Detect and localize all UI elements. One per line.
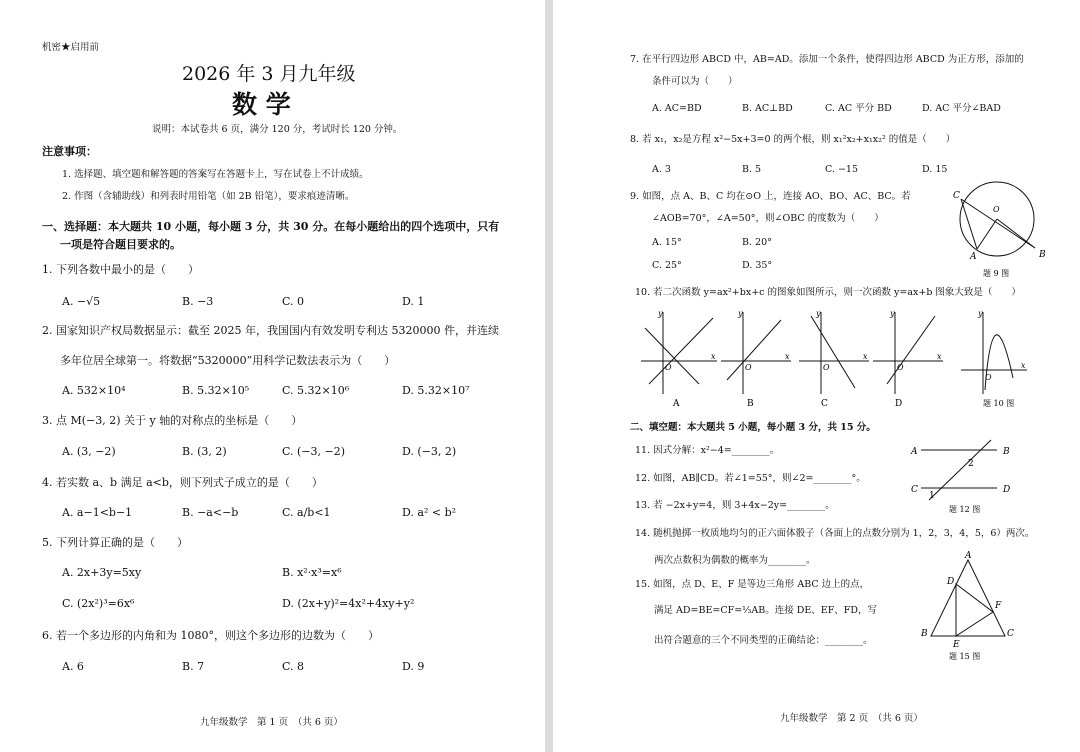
section-heading: 一、选择题：本大题共 10 小题，每小题 3 分，共 30 分。在每小题给出的四个选项中，只有	[42, 220, 500, 233]
option: C. 25°	[652, 260, 682, 271]
option: C. −15	[825, 164, 859, 175]
origin-label: O	[745, 363, 752, 372]
page-gap	[545, 0, 553, 752]
question-stem: 9. 如图，点 A、B、C 均在⊙O 上，连接 AO、BO、AC、BC。若	[630, 191, 911, 202]
axis-label: x	[711, 352, 716, 361]
graph-letter: C	[821, 399, 828, 409]
point-label: B	[921, 629, 928, 639]
fill-question: 12. 如图，AB∥CD。若∠1=55°，则∠2=________°。	[635, 473, 866, 484]
question-stem: 8. 若 x₁，x₂是方程 x²−5x+3=0 的两个根，则 x₁²x₂+x₁x₂² 的值是（ ）	[630, 134, 956, 145]
question-stem-cont: 条件可以为（ ）	[652, 76, 738, 87]
point-label: E	[953, 640, 960, 650]
point-label: D	[947, 577, 955, 587]
question-stem: 4. 若实数 a、b 满足 a<b，则下列式子成立的是（ ）	[42, 476, 323, 489]
axis-label: y	[738, 309, 743, 318]
option: B. −a<−b	[182, 506, 239, 519]
option: D. AC 平分∠BAD	[922, 103, 1001, 114]
question-stem: 2. 国家知识产权局数据显示：截至 2025 年，我国国内有效发明专利达 5320000 件，并连续	[42, 324, 499, 337]
graph-letter: A	[673, 399, 680, 409]
option: B. 5.32×10⁵	[182, 384, 250, 397]
notice-heading: 注意事项：	[42, 145, 97, 158]
option: C. 0	[282, 295, 305, 308]
option: A. a−1<b−1	[62, 506, 133, 519]
option: A. 532×10⁴	[62, 384, 126, 397]
figure-caption: 题 15 图	[949, 652, 981, 661]
line-label: C	[911, 485, 918, 495]
origin-label: O	[665, 363, 672, 372]
point-label: A	[970, 252, 977, 262]
figure-caption: 题 10 图	[983, 399, 1015, 408]
axis-label: x	[937, 352, 942, 361]
fill-question: 11. 因式分解：x²−4=________。	[635, 445, 780, 456]
option: B. x²·x³=x⁶	[282, 566, 342, 579]
origin-label: O	[823, 363, 830, 372]
option: C. AC 平分 BD	[825, 103, 892, 114]
option: D. 35°	[742, 260, 773, 271]
question-stem: 6. 若一个多边形的内角和为 1080°，则这个多边形的边数为（ ）	[42, 629, 379, 642]
option: D. 9	[402, 660, 425, 673]
axis-label: y	[978, 309, 983, 318]
section-heading-cont: 一项是符合题目要求的。	[60, 238, 181, 251]
figure-q15-triangle	[921, 550, 1015, 662]
question-stem: 10. 若二次函数 y=ax²+bx+c 的图象如图所示，则一次函数 y=ax+b 图象大致是（ ）	[635, 287, 1021, 298]
question-stem: 1. 下列各数中最小的是（ ）	[42, 263, 199, 276]
line-label: A	[911, 447, 918, 457]
line-label: B	[1003, 447, 1010, 457]
option: D. (−3, 2)	[402, 445, 457, 458]
option: C. 8	[282, 660, 305, 673]
option: A. −√5	[62, 295, 101, 308]
fill-question-cont: 两次点数积为偶数的概率为________。	[654, 555, 816, 566]
question-stem-cont: ∠AOB=70°，∠A=50°，则∠OBC 的度数为（ ）	[652, 213, 884, 224]
confidential-mark: 机密★启用前	[42, 42, 100, 53]
exam-note: 说明：本试卷共 6 页，满分 120 分，考试时长 120 分钟。	[152, 124, 403, 135]
figure-caption: 题 9 图	[983, 269, 1010, 278]
option: D. 15	[922, 164, 948, 175]
axis-label: y	[816, 309, 821, 318]
page-footer: 九年级数学 第 1 页 （共 6 页）	[200, 717, 343, 728]
notice-item: 2. 作图（含辅助线）和列表时用铅笔（如 2B 铅笔），要求痕迹清晰。	[62, 191, 355, 202]
option: B. (3, 2)	[182, 445, 227, 458]
option: D. a² < b²	[402, 506, 457, 519]
axis-label: x	[1021, 361, 1026, 370]
option: A. 3	[652, 164, 671, 175]
point-label: B	[1039, 250, 1046, 260]
fill-question: 15. 如图，点 D、E、F 是等边三角形 ABC 边上的点，	[635, 579, 870, 590]
axis-label: x	[785, 352, 790, 361]
option: B. 7	[182, 660, 205, 673]
option: A. 6	[62, 660, 84, 673]
section-heading: 二、填空题：本大题共 5 小题，每小题 3 分，共 15 分。	[630, 422, 876, 433]
option: C. 5.32×10⁶	[282, 384, 350, 397]
exam-page-2	[553, 0, 1080, 752]
option: C. a/b<1	[282, 506, 331, 519]
question-stem: 7. 在平行四边形 ABCD 中，AB=AD。添加一个条件，使得四边形 ABCD 为正方形，添加的	[630, 54, 1024, 65]
graph-letter: B	[747, 399, 754, 409]
option: D. (2x+y)²=4x²+4xy+y²	[282, 597, 415, 610]
figure-q9-circle	[953, 186, 1063, 282]
question-stem-cont: 多年位居全球第一。将数据“5320000”用科学记数法表示为（ ）	[60, 354, 396, 367]
angle-label: 1	[929, 491, 935, 501]
option: B. AC⊥BD	[742, 103, 793, 114]
option: D. 5.32×10⁷	[402, 384, 470, 397]
axis-label: x	[863, 352, 868, 361]
figure-q10-graphs	[641, 308, 1061, 414]
subject-title: 数 学	[232, 90, 291, 119]
axis-label: y	[890, 309, 895, 318]
question-stem: 5. 下列计算正确的是（ ）	[42, 536, 188, 549]
point-label: A	[965, 551, 972, 561]
option: A. 15°	[652, 237, 682, 248]
option: A. 2x+3y=5xy	[62, 566, 142, 579]
fill-question-cont: 出符合题意的三个不同类型的正确结论：________。	[654, 635, 873, 646]
fill-question: 13. 若 −2x+y=4，则 3+4x−2y=________。	[635, 500, 835, 511]
figure-q12-parallel	[911, 440, 1017, 516]
option: B. 20°	[742, 237, 772, 248]
option: B. 5	[742, 164, 762, 175]
option: A. (3, −2)	[62, 445, 116, 458]
option: C. (2x²)³=6x⁶	[62, 597, 135, 610]
angle-label: 2	[968, 459, 974, 469]
fill-question: 14. 随机抛掷一枚质地均匀的正六面体骰子（各面上的点数分别为 1，2，3，4，5，6）两次。	[635, 528, 1035, 539]
option: D. 1	[402, 295, 425, 308]
origin-label: O	[897, 363, 904, 372]
option: A. AC=BD	[652, 103, 702, 114]
figure-caption: 题 12 图	[949, 505, 981, 514]
exam-title: 2026 年 3 月九年级	[182, 63, 356, 85]
graph-letter: D	[895, 399, 903, 409]
point-label: O	[993, 205, 1000, 214]
point-label: C	[953, 191, 960, 201]
option: B. −3	[182, 295, 214, 308]
page-footer: 九年级数学 第 2 页 （共 6 页）	[780, 713, 923, 724]
fill-question-cont: 满足 AD=BE=CF=⅓AB。连接 DE、EF、FD，写	[654, 605, 878, 616]
point-label: F	[995, 601, 1002, 611]
origin-label: O	[985, 373, 992, 382]
line-label: D	[1003, 485, 1011, 495]
axis-label: y	[658, 309, 663, 318]
notice-item: 1. 选择题、填空题和解答题的答案写在答题卡上，写在试卷上不计成绩。	[62, 169, 369, 180]
point-label: C	[1007, 629, 1014, 639]
question-stem: 3. 点 M(−3, 2) 关于 y 轴的对称点的坐标是（ ）	[42, 414, 303, 427]
option: C. (−3, −2)	[282, 445, 346, 458]
